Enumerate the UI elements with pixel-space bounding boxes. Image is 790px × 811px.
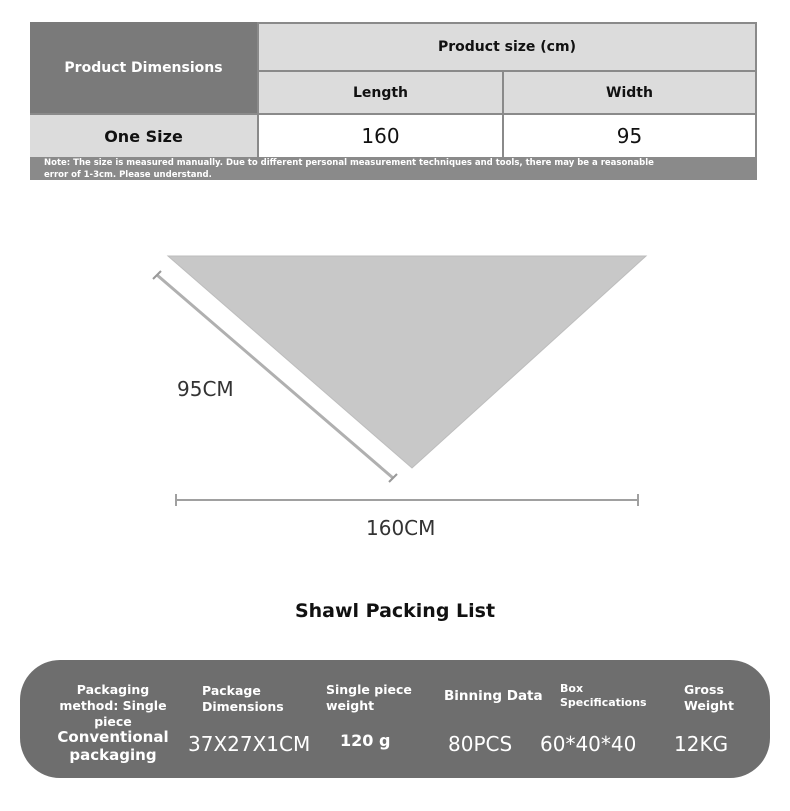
packing-list-panel: [20, 660, 770, 778]
header-gross-weight: Gross Weight: [684, 682, 734, 713]
header-width: Width: [504, 72, 755, 113]
measurement-note: Note: The size is measured manually. Due to different personal measurement techniques and tools, there may be a reasonable error of 1-3cm. Please understand.: [44, 158, 654, 180]
shawl-triangle-shape: [168, 256, 646, 468]
value-box-specifications: 60*40*40: [540, 732, 637, 756]
header-packaging-method: Packaging method: Single piece: [59, 682, 167, 729]
value-gross-weight: 12KG: [674, 732, 729, 756]
header-package-dimensions: Package Dimensions: [202, 683, 284, 714]
bottom-dimension-label: 160CM: [366, 516, 436, 540]
value-single-weight: 120 g: [340, 731, 391, 750]
side-dimension-label: 95CM: [177, 377, 234, 401]
packing-list-title: Shawl Packing List: [294, 600, 496, 622]
value-package-dimensions: 37X27X1CM: [188, 732, 311, 756]
shawl-diagram-graphic: [0, 230, 790, 560]
header-product-size: Product size (cm): [259, 24, 755, 70]
header-product-dimensions: Product Dimensions: [30, 22, 257, 113]
header-box-specifications: Box Specifications: [560, 682, 647, 709]
value-packaging-method: Conventional packaging: [57, 728, 169, 764]
shawl-diagram: [0, 230, 790, 560]
value-binning-data: 80PCS: [448, 732, 513, 756]
header-binning-data: Binning Data: [444, 688, 543, 704]
width-value: 95: [504, 115, 755, 157]
length-value: 160: [259, 115, 502, 157]
header-length: Length: [259, 72, 502, 113]
header-single-weight: Single piece weight: [326, 682, 412, 713]
row-label-one-size: One Size: [30, 115, 257, 157]
size-table: [30, 22, 757, 180]
